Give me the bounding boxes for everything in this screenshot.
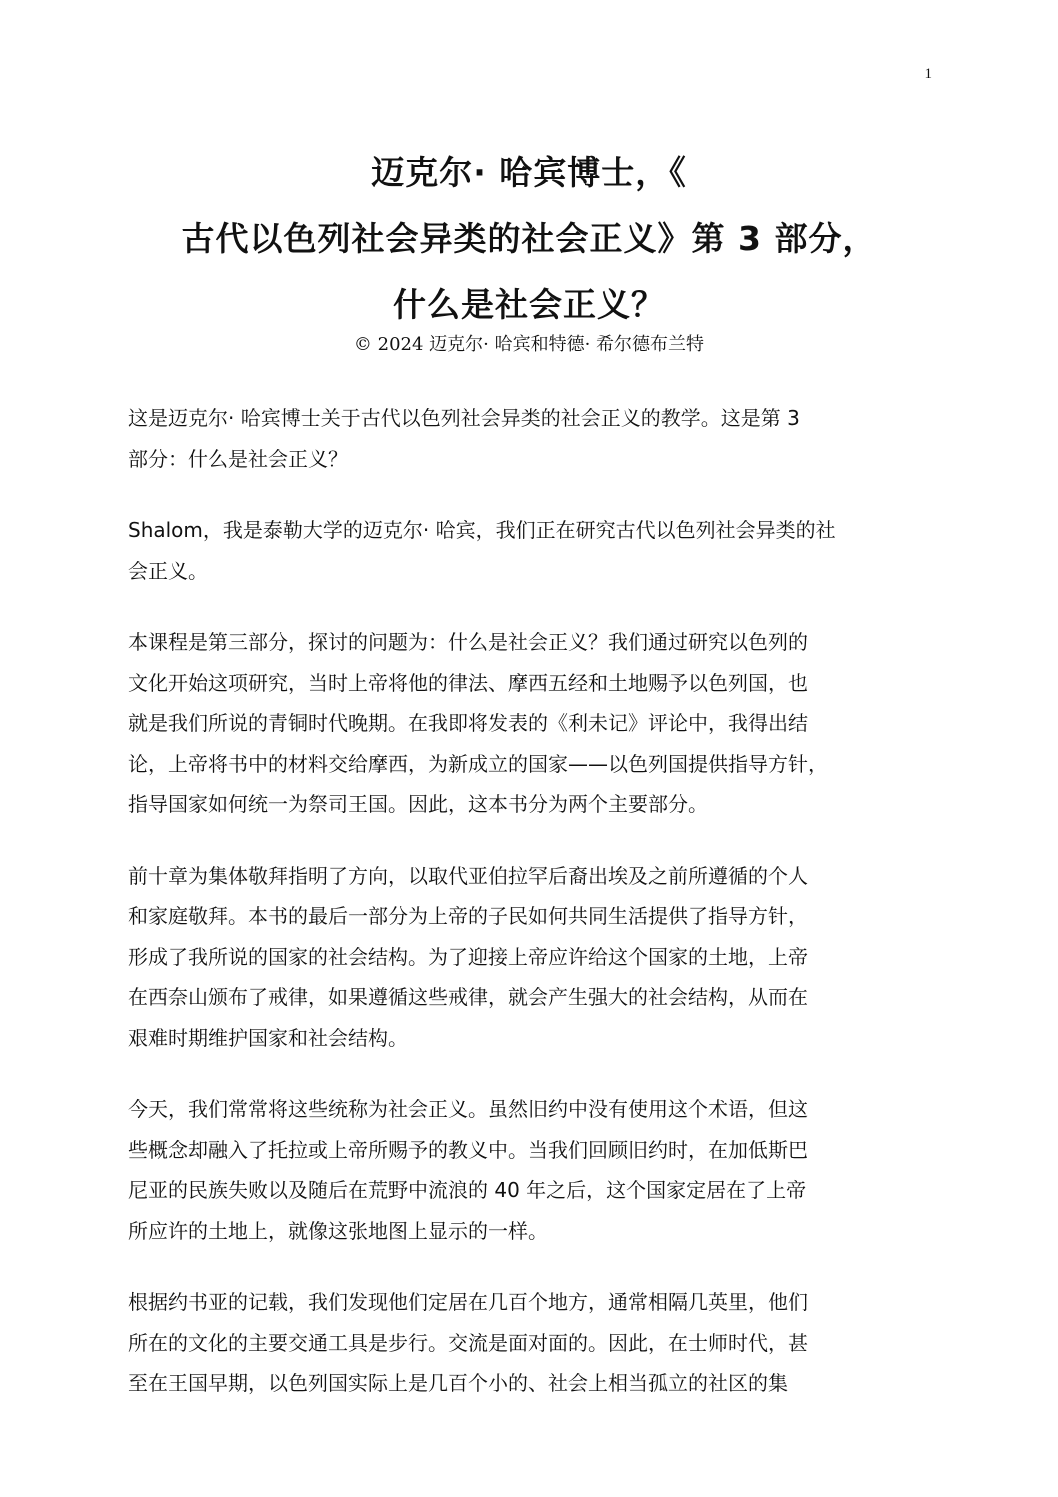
text-line: 和家庭敬拜。本书的最后一部分为上帝的子民如何共同生活提供了指导方针， (128, 904, 808, 928)
text-line: 尼亚的民族失败以及随后在荒野中流浪的 40 年之后，这个国家定居在了上帝 (128, 1178, 807, 1202)
text-line: Shalom，我是泰勒大学的迈克尔· 哈宾，我们正在研究古代以色列社会异类的社 (128, 518, 836, 542)
text-line: 所应许的土地上，就像这张地图上显示的一样。 (128, 1218, 548, 1243)
text-line: 所在的文化的主要交通工具是步行。交流是面对面的。因此，在士师时代，甚 (128, 1330, 808, 1355)
paragraph-first-ten-chapters (128, 856, 928, 1059)
text-line: 部分：什么是社会正义？ (128, 446, 348, 471)
text-line: 根据约书亚的记载，我们发现他们定居在几百个地方，通常相隔几英里，他们 (128, 1290, 808, 1314)
document-title (100, 140, 958, 338)
text-line: 在西奈山颁布了戒律，如果遵循这些戒律，就会产生强大的社会结构，从而在 (128, 985, 808, 1009)
text-line: 会正义。 (128, 558, 208, 583)
text-line: 指导国家如何统一为祭司王国。因此，这本书分为两个主要部分。 (128, 792, 708, 816)
title-line: 什么是社会正义？ (393, 285, 665, 324)
document-body (128, 398, 928, 1435)
paragraph-joshua (128, 1282, 928, 1404)
copyright-notice: © 2024 迈克尔· 哈宾和特德· 希尔德布兰特 (353, 334, 705, 355)
page-number: 1 (924, 66, 932, 82)
text-line: 今天，我们常常将这些统称为社会正义。虽然旧约中没有使用这个术语，但这 (128, 1097, 808, 1121)
title-line: 迈克尔· 哈宾博士，《 (371, 153, 687, 192)
text-line: 艰难时期维护国家和社会结构。 (128, 1025, 408, 1050)
text-line: 就是我们所说的青铜时代晚期。在我即将发表的《利未记》评论中，我得出结 (128, 711, 808, 735)
text-line: 论，上帝将书中的材料交给摩西，为新成立的国家——以色列国提供指导方针， (128, 751, 828, 776)
paragraph-greeting (128, 510, 928, 591)
paragraph-course-part (128, 622, 928, 825)
text-line: 形成了我所说的国家的社会结构。为了迎接上帝应许给这个国家的土地，上帝 (128, 944, 808, 969)
text-line: 本课程是第三部分，探讨的问题为：什么是社会正义？我们通过研究以色列的 (128, 630, 808, 654)
text-line: 至在王国早期，以色列国实际上是几百个小的、社会上相当孤立的社区的集 (128, 1371, 788, 1395)
text-line: 文化开始这项研究，当时上帝将他的律法、摩西五经和土地赐予以色列国，也 (128, 670, 808, 695)
text-line: 些概念却融入了托拉或上帝所赐予的教义中。当我们回顾旧约时，在加低斯巴 (128, 1137, 808, 1162)
paragraph-today (128, 1089, 928, 1251)
text-line: 前十章为集体敬拜指明了方向，以取代亚伯拉罕后裔出埃及之前所遵循的个人 (128, 863, 808, 888)
paragraph-intro (128, 398, 928, 479)
text-line: 这是迈克尔· 哈宾博士关于古代以色列社会异类的社会正义的教学。这是第 3 (128, 406, 800, 430)
title-line: 古代以色列社会异类的社会正义》第 3 部分， (181, 219, 877, 258)
